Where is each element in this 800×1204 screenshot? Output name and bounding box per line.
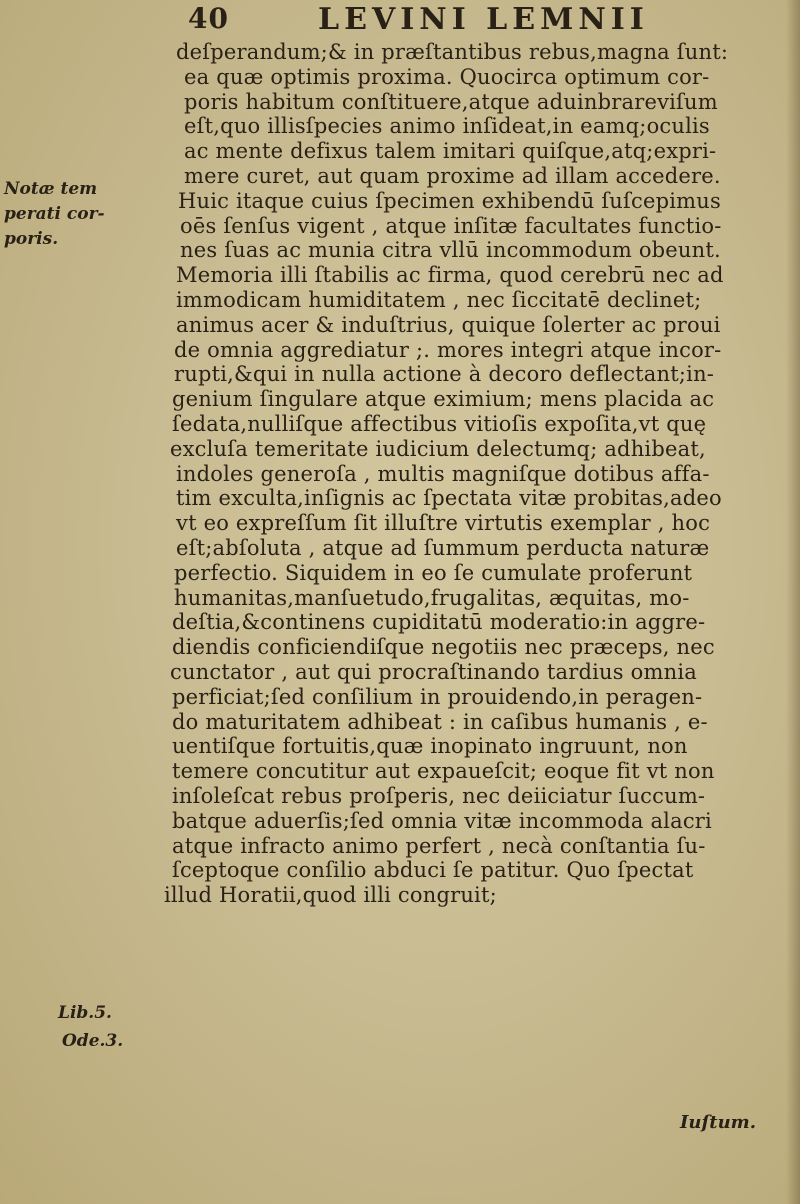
catchword: Iuſtum. xyxy=(680,1112,756,1133)
text-line: Memoria illi ſtabilis ac firma, quod cerebrū nec ad xyxy=(176,263,724,288)
text-line: illud Horatii,quod illi congruit; xyxy=(164,883,497,908)
text-line: humanitas,manſuetudo,frugalitas, æquitas, mo- xyxy=(174,585,690,610)
page-number: 40 xyxy=(188,2,229,35)
text-line: de omnia aggrediatur ;. mores integri atque incor- xyxy=(174,337,722,362)
text-line: do maturitatem adhibeat : in caſibus humanis , e- xyxy=(172,709,708,734)
text-line: cunctator , aut qui procraſtinando tardius omnia xyxy=(170,659,697,684)
text-line: immodicam humiditatem , nec ſiccitatē declinet; xyxy=(176,287,702,312)
text-line: inſoleſcat rebus proſperis, nec deiiciatur ſuccum- xyxy=(172,783,706,808)
text-line: ſedata,nulliſque affectibus vitioſis expoſita,vt quę xyxy=(172,411,707,436)
body-text xyxy=(150,40,790,908)
text-line: tim exculta,inſignis ac ſpectata vitæ probitas,adeo xyxy=(176,486,722,511)
marginal-reference-line: Lib.5. xyxy=(58,1003,112,1023)
text-line: diendis conficiendiſque negotiis nec præceps, nec xyxy=(172,635,715,660)
text-line: animus acer & induſtrius, quique ſolerter ac proui xyxy=(176,312,721,337)
text-line: temere concutitur aut expaueſcit; eoque fit vt non xyxy=(172,759,715,784)
text-line: atque infracto animo perfert , necà conſtantia ſu- xyxy=(172,833,706,858)
marginal-notes xyxy=(4,0,154,1204)
text-line: vt eo expreſſum ſit illuſtre virtutis exemplar , hoc xyxy=(176,511,711,536)
running-head: LEVINI LEMNII xyxy=(318,2,649,37)
text-line: deſperandum;& in præſtantibus rebus,magna ſunt: xyxy=(176,40,729,64)
text-line: eſt,quo illisſpecies animo inſideat,in eamq;oculis xyxy=(184,114,710,139)
text-line: indoles generoſa , multis magniſque dotibus affa- xyxy=(176,461,710,486)
marginal-reference-line: Ode.3. xyxy=(62,1031,124,1051)
text-line: eſt;abſoluta , atque ad ſummum perducta naturæ xyxy=(176,535,710,560)
text-line: ea quæ optimis proxima. Quocirca optimum cor- xyxy=(184,64,710,89)
text-line: mere curet, aut quam proxime ad illam accedere. xyxy=(184,163,721,188)
text-line: excluſa temeritate iudicium delectumq; adhibeat, xyxy=(170,436,706,461)
text-line: genium ſingulare atque eximium; mens placida ac xyxy=(172,387,715,412)
marginal-note-line: perati cor- xyxy=(4,204,105,224)
text-line: batque aduerſis;ſed omnia vitæ incommoda alacri xyxy=(172,808,712,833)
text-line: uentiſque fortuitis,quæ inopinato ingruunt, non xyxy=(172,734,688,759)
text-line: oēs ſenſus vigent , atque inſitæ facultates functio- xyxy=(180,213,722,238)
text-line: nes ſuas ac munia citra vllū incommodum obeunt. xyxy=(180,238,721,263)
text-line: poris habitum conſtituere,atque aduinbrareviſum xyxy=(184,89,718,114)
text-line: ſceptoque conſilio abduci ſe patitur. Quo ſpectat xyxy=(172,858,694,883)
marginal-note-line: Notæ tem xyxy=(4,179,98,199)
text-line: perficiat;ſed conſilium in prouidendo,in peragen- xyxy=(172,684,703,709)
text-line: rupti,&qui in nulla actione à decoro deflectant;in- xyxy=(174,362,715,387)
text-line: Huic itaque cuius ſpecimen exhibendū ſuſcepimus xyxy=(178,188,721,213)
marginal-note-line: poris. xyxy=(4,229,59,249)
text-line: ac mente defixus talem imitari quiſque,atq;expri- xyxy=(184,139,717,164)
text-line: deſtia,&continens cupiditatū moderatio:in aggre- xyxy=(172,610,706,635)
text-line: perfectio. Siquidem in eo ſe cumulate proferunt xyxy=(174,560,693,585)
